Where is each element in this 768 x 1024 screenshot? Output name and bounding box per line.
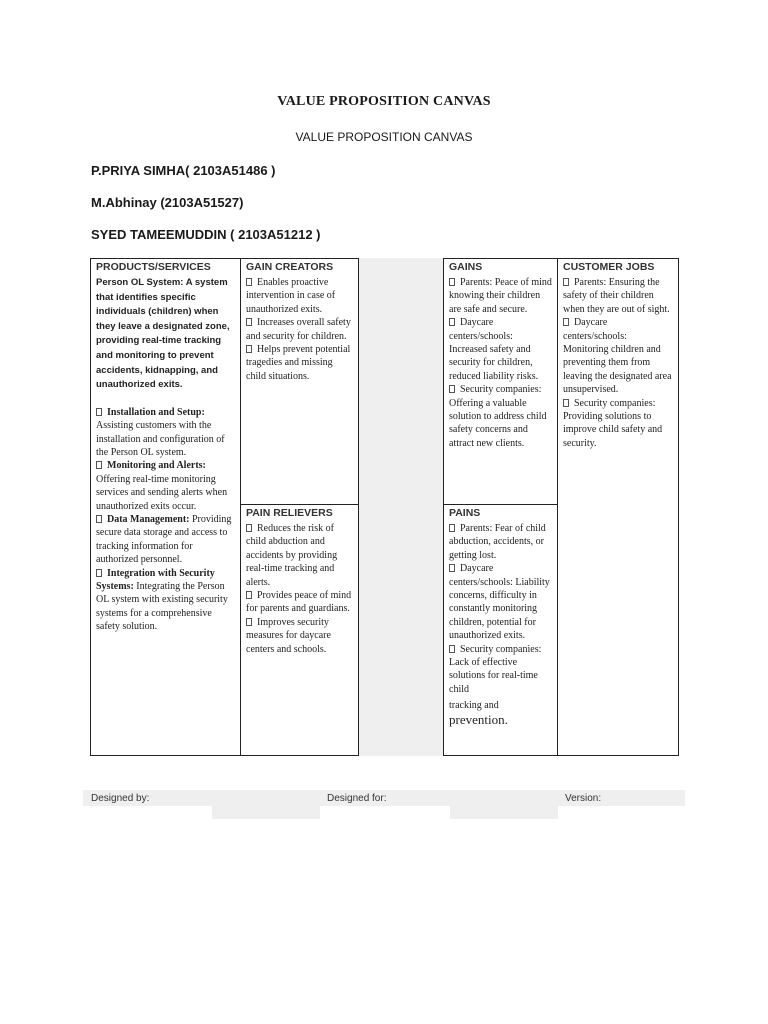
bullet-box-icon: [563, 399, 569, 407]
pain-relievers-item: Provides peace of mind for parents and guardians.: [246, 590, 352, 615]
bullet-box-icon: [246, 618, 252, 626]
designed-for-label: Designed for:: [327, 793, 387, 804]
products-services-item: Integration with Security Systems: Integrating the Person OL system with existing security systems for a comprehensive safety solution.: [96, 567, 228, 633]
document-subtitle: VALUE PROPOSITION CANVAS: [295, 130, 473, 144]
customer-jobs-header: CUSTOMER JOBS: [563, 261, 655, 273]
gain-creators-item: Increases overall safety and security for children.: [246, 317, 351, 342]
customer-jobs-item: Daycare centers/schools: Monitoring children and preventing them from leaving the designated area unsupervised.: [563, 317, 672, 396]
version-label: Version:: [565, 793, 602, 804]
gain-creators-box: [240, 258, 359, 505]
pains-item: Daycare centers/schools: Liability concerns, difficulty in constantly monitoring children, potential for unauthorized exits.: [449, 563, 550, 642]
products-services-header: PRODUCTS/SERVICES: [96, 261, 211, 273]
pains-item-tail: tracking and: [449, 700, 499, 712]
gain-creators-item: Helps prevent potential tragedies and missing child situations.: [246, 344, 351, 382]
pain-relievers-box: [240, 504, 359, 756]
canvas-gap: [358, 258, 444, 756]
bullet-box-icon: [449, 645, 455, 653]
pains-item-end: prevention.: [449, 711, 508, 727]
gains-item: Security companies: Offering a valuable solution to address child safety concerns and attract new clients.: [449, 384, 547, 449]
bullet-box-icon: [96, 569, 102, 577]
designed-for-field: [450, 806, 558, 819]
products-services-item: Monitoring and Alerts: Offering real-time monitoring services and sending alerts when unauthorized exits occur.: [96, 460, 228, 512]
customer-jobs-item: Security companies: Providing solutions to improve child safety and security.: [563, 397, 663, 449]
pain-relievers-header: PAIN RELIEVERS: [246, 507, 333, 519]
pain-relievers-item: Reduces the risk of child abduction and accidents by providing real-time tracking and alerts.: [246, 523, 338, 588]
products-services-intro: Person OL System: A system that identifies specific individuals (children) when they leave a designated zone, providing real-time tracking and monitoring to prevent accidents, kidnapping, and unauthorized exits.: [96, 277, 230, 391]
author-1: P.PRIYA SIMHA( 2103A51486 ): [91, 163, 276, 178]
bullet-box-icon: [449, 524, 455, 532]
bullet-box-icon: [449, 318, 455, 326]
pains-item: Parents: Fear of child abduction, accidents, or getting lost.: [449, 523, 546, 561]
pains-header: PAINS: [449, 507, 481, 519]
gain-creators-header: GAIN CREATORS: [246, 261, 334, 273]
bullet-box-icon: [246, 278, 252, 286]
bullet-box-icon: [246, 591, 252, 599]
pain-relievers-item: Improves security measures for daycare centers and schools.: [246, 616, 331, 655]
bullet-box-icon: [563, 278, 569, 286]
customer-jobs-box: [557, 258, 679, 756]
designed-by-field: [212, 806, 320, 819]
pains-box: [443, 504, 558, 756]
pains-item: Security companies: Lack of effective solutions for real-time child: [449, 643, 542, 695]
customer-jobs-item: Parents: Ensuring the safety of their children when they are out of sight.: [563, 277, 670, 315]
bullet-box-icon: [449, 278, 455, 286]
author-2: M.Abhinay (2103A51527): [91, 195, 244, 210]
bullet-box-icon: [246, 318, 252, 326]
bullet-box-icon: [563, 318, 569, 326]
bullet-box-icon: [449, 385, 455, 393]
gains-box: [443, 258, 558, 505]
author-3: SYED TAMEEMUDDIN ( 2103A51212 ): [91, 227, 321, 242]
products-services-box: [90, 258, 241, 756]
gain-creators-item: Enables proactive intervention in case of unauthorized exits.: [246, 277, 336, 315]
bullet-box-icon: [96, 408, 102, 416]
gains-header: GAINS: [449, 261, 483, 273]
products-services-item: Installation and Setup: Assisting customers with the installation and configuration of the Person OL system.: [96, 406, 225, 458]
bullet-box-icon: [96, 515, 102, 523]
gains-item: Daycare centers/schools: Increased safety and security for children, reduced liability risks.: [449, 317, 539, 382]
bullet-box-icon: [246, 345, 252, 353]
designed-by-label: Designed by:: [91, 793, 150, 804]
bullet-box-icon: [246, 524, 252, 532]
bullet-box-icon: [449, 564, 455, 572]
gains-item: Parents: Peace of mind knowing their children are safe and secure.: [449, 277, 552, 315]
document-title: VALUE PROPOSITION CANVAS: [277, 94, 491, 109]
bullet-box-icon: [96, 461, 102, 469]
products-services-item: Data Management: Providing secure data storage and access to tracking information for authorized personnel.: [96, 514, 232, 566]
